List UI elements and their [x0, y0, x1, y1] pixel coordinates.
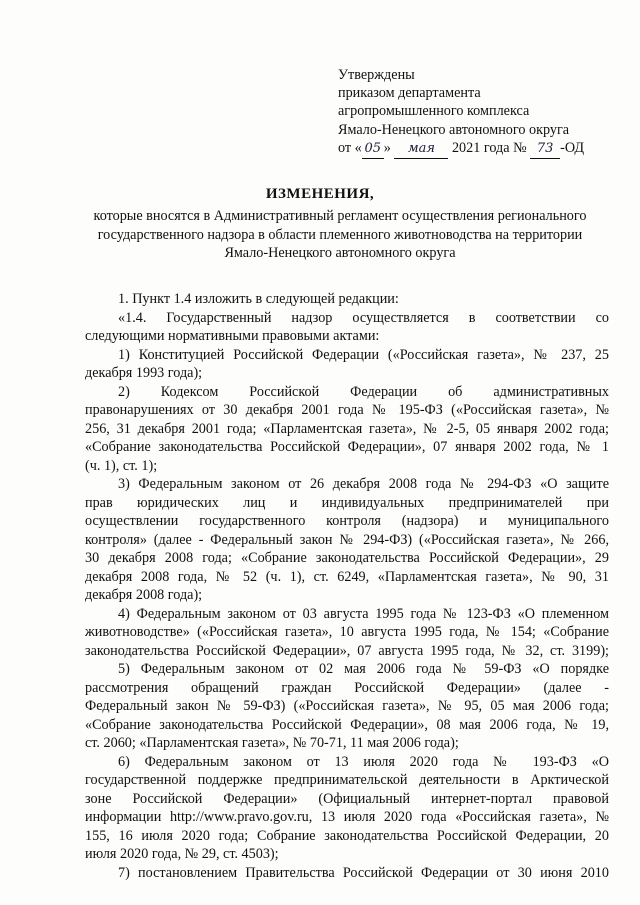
approval-line: приказом департамента: [338, 85, 481, 102]
approval-line: агропромышленного комплекса: [338, 103, 530, 120]
body-line: зоне Российской Федерации» (Официальный интернет-портал правовой: [85, 790, 609, 807]
body-line: 7) постановлением Правительства Российской Федерации от 30 июня 2010: [118, 864, 609, 881]
body-line: Федеральный закон № 59-ФЗ) («Российская газета», № 95, 05 мая 2006 года;: [85, 698, 609, 714]
body-line: животноводстве» («Российская газета», 10 августа 1995 года, № 154; «Собрание: [85, 624, 609, 640]
body-line: 3) Федеральным законом от 26 декабря 2008 года № 294-ФЗ «О защите: [118, 476, 609, 492]
handwritten-month: мая: [394, 140, 448, 159]
body-line: 1) Конституцией Российской Федерации («Российская газета», № 237, 25: [118, 346, 609, 363]
body-line: декабря 2008 года);: [85, 587, 203, 603]
approval-block: [338, 66, 628, 159]
body-line: рассмотрения обращений граждан Российской Федерации» (далее -: [85, 679, 609, 696]
body-line: информации http://www.pravo.gov.ru, 13 июля 2020 года «Российская газета», №: [85, 809, 609, 825]
date-prefix: от «: [338, 139, 362, 156]
approval-line: Ямало-Ненецкого автономного округа: [338, 121, 570, 138]
body-line: 2) Кодексом Российской Федерации об административных: [118, 383, 609, 400]
approval-date-line: [338, 139, 628, 159]
body-line: 256, 31 декабря 2001 года; «Парламентская газета», № 2-5, 05 января 2002 года;: [85, 420, 609, 437]
body-line: правонарушениях от 30 декабря 2001 года № 195-ФЗ («Российская газета», №: [85, 402, 609, 418]
body-line: декабря 2008 года, № 52 (ч. 1), ст. 6249, «Парламентская газета», № 90, 31: [85, 568, 609, 585]
subtitle-line: которые вносятся в Административный регламент осуществления регионального: [93, 208, 587, 224]
subtitle-line: Ямало-Ненецкого автономного округа: [224, 245, 456, 261]
body-line: контроля» (далее - Федеральный закон № 294-ФЗ) («Российская газета», № 266,: [85, 531, 609, 548]
handwritten-day: 05: [362, 140, 384, 159]
subtitle-line: государственного надзора в области племенного животноводства на территории: [97, 226, 583, 243]
handwritten-number: 73: [530, 140, 560, 159]
body-line: «1.4. Государственный надзор осуществляется в соответствии со: [118, 309, 609, 326]
number-suffix: -ОД: [560, 139, 585, 156]
body-line: 5) Федеральным законом от 02 мая 2006 года № 59-ФЗ «О порядке: [118, 661, 609, 677]
document-subtitle: [66, 207, 614, 263]
body-line: осуществлении государственного контроля (надзора) и муниципального: [85, 513, 609, 529]
body-line: ст. 2060; «Парламентская газета», № 70-71, 11 мая 2006 года);: [85, 735, 459, 751]
body-line: 4) Федеральным законом от 03 августа 1995 года № 123-ФЗ «О племенном: [118, 605, 609, 622]
body-line: 30 декабря 2008 года; «Собрание законодательства Российской Федерации», 29: [85, 550, 609, 566]
body-line: 6) Федеральным законом от 13 июля 2020 года № 193-ФЗ «О: [118, 753, 609, 770]
date-year: 2021 года №: [451, 139, 527, 156]
date-mid: »: [383, 139, 391, 156]
body-line: декабря 1993 года);: [85, 365, 203, 381]
body-line: «Собрание законодательства Российской Федерации», 08 мая 2006 года, № 19,: [85, 716, 609, 733]
body-line: июля 2020 года, № 29, ст. 4503);: [85, 846, 279, 862]
approval-line: Утверждены: [338, 67, 415, 83]
body-line: «Собрание законодательства Российской Федерации», 07 января 2002 года, № 1: [85, 439, 609, 455]
body-line: 1. Пункт 1.4 изложить в следующей редакции:: [118, 291, 399, 307]
body-line: прав юридических лиц и индивидуальных предпринимателей при: [85, 494, 609, 511]
body-line: следующими нормативными правовыми актами:: [85, 328, 380, 344]
body-line: государственной поддержке предпринимательской деятельности в Арктической: [85, 772, 609, 788]
document-title: ИЗМЕНЕНИЯ,: [265, 186, 375, 202]
body-line: 155, 16 июля 2020 года; Собрание законодательства Российской Федерации, 20: [85, 827, 609, 844]
body-line: (ч. 1), ст. 1);: [85, 457, 158, 474]
body-line: законодательства Российской Федерации», 07 августа 1995 года, № 32, ст. 3199);: [85, 642, 609, 659]
document-body: [85, 290, 609, 882]
